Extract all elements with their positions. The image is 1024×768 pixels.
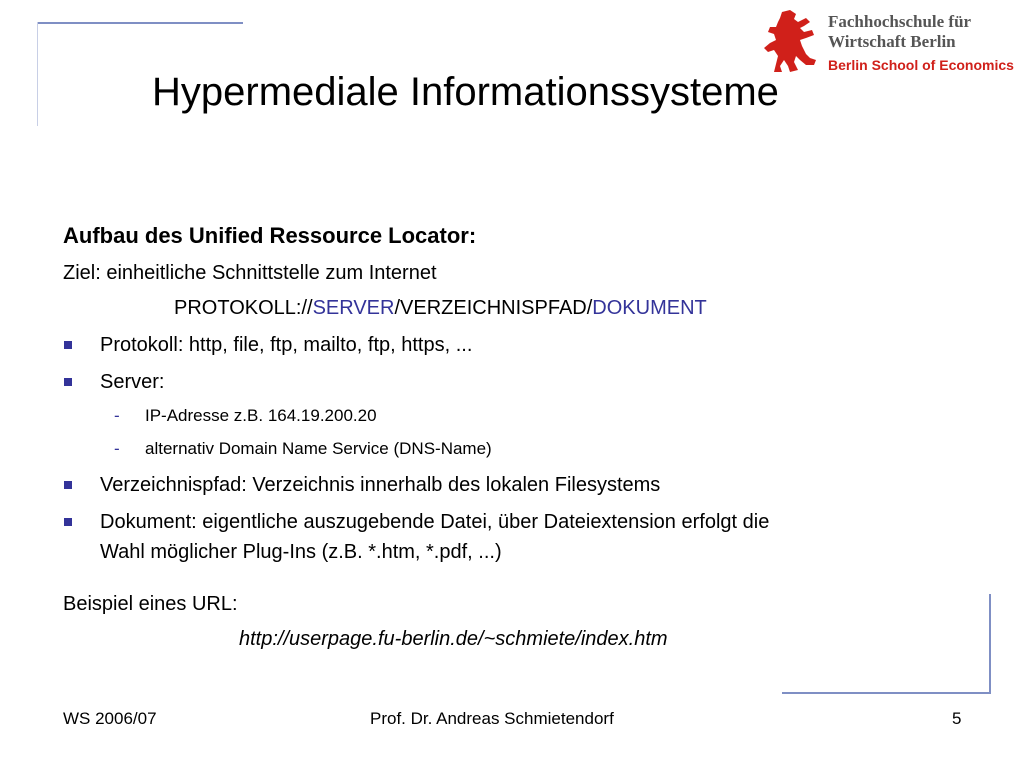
sub-bullet-marker: - (114, 406, 120, 425)
section-heading: Aufbau des Unified Ressource Locator: (63, 223, 477, 248)
logo-line-1: Fachhochschule für (828, 12, 972, 31)
berlin-bear-icon (760, 10, 818, 74)
example-url: http://userpage.fu-berlin.de/~schmiete/index.htm (239, 628, 668, 650)
bullet-marker (64, 341, 72, 349)
top-left-rule (38, 22, 243, 24)
footer-page-number: 5 (952, 709, 962, 728)
logo-line-3: Berlin School of Economics (828, 57, 1014, 73)
example-label: Beispiel eines URL: (63, 593, 238, 615)
sub-bullet-dns: alternativ Domain Name Service (DNS-Name) (145, 439, 492, 458)
bullet-server: Server: (100, 371, 165, 393)
bullet-protocol: Protokoll: http, file, ftp, mailto, ftp, https, ... (100, 334, 473, 356)
bullet-document: Dokument: eigentliche auszugebende Datei, über Dateiextension erfolgt die (100, 511, 770, 533)
url-pattern-document: DOKUMENT (592, 297, 707, 319)
slide-title: Hypermediale Informationssysteme (152, 70, 779, 114)
bullet-marker (64, 481, 72, 489)
url-pattern-protocol: PROTOKOLL:// (174, 297, 313, 319)
bullet-path: Verzeichnispfad: Verzeichnis innerhalb des lokalen Filesystems (100, 474, 661, 496)
bottom-right-rule (782, 692, 991, 694)
goal-text: Ziel: einheitliche Schnittstelle zum Internet (63, 262, 437, 284)
url-pattern-server: SERVER (312, 297, 395, 319)
bullet-marker (64, 518, 72, 526)
footer-semester: WS 2006/07 (63, 709, 157, 728)
bullet-marker (64, 378, 72, 386)
right-rule (989, 594, 991, 693)
logo-line-2: Wirtschaft Berlin (828, 32, 956, 51)
footer-author: Prof. Dr. Andreas Schmietendorf (370, 709, 614, 728)
url-pattern-path: /VERZEICHNISPFAD/ (394, 297, 593, 319)
bullet-document-cont: Wahl möglicher Plug-Ins (z.B. *.htm, *.pdf, ...) (100, 541, 502, 563)
left-rule (37, 22, 38, 126)
url-pattern (174, 297, 707, 320)
school-logo (752, 10, 1022, 80)
sub-bullet-ip: IP-Adresse z.B. 164.19.200.20 (145, 406, 377, 425)
sub-bullet-marker: - (114, 439, 120, 458)
